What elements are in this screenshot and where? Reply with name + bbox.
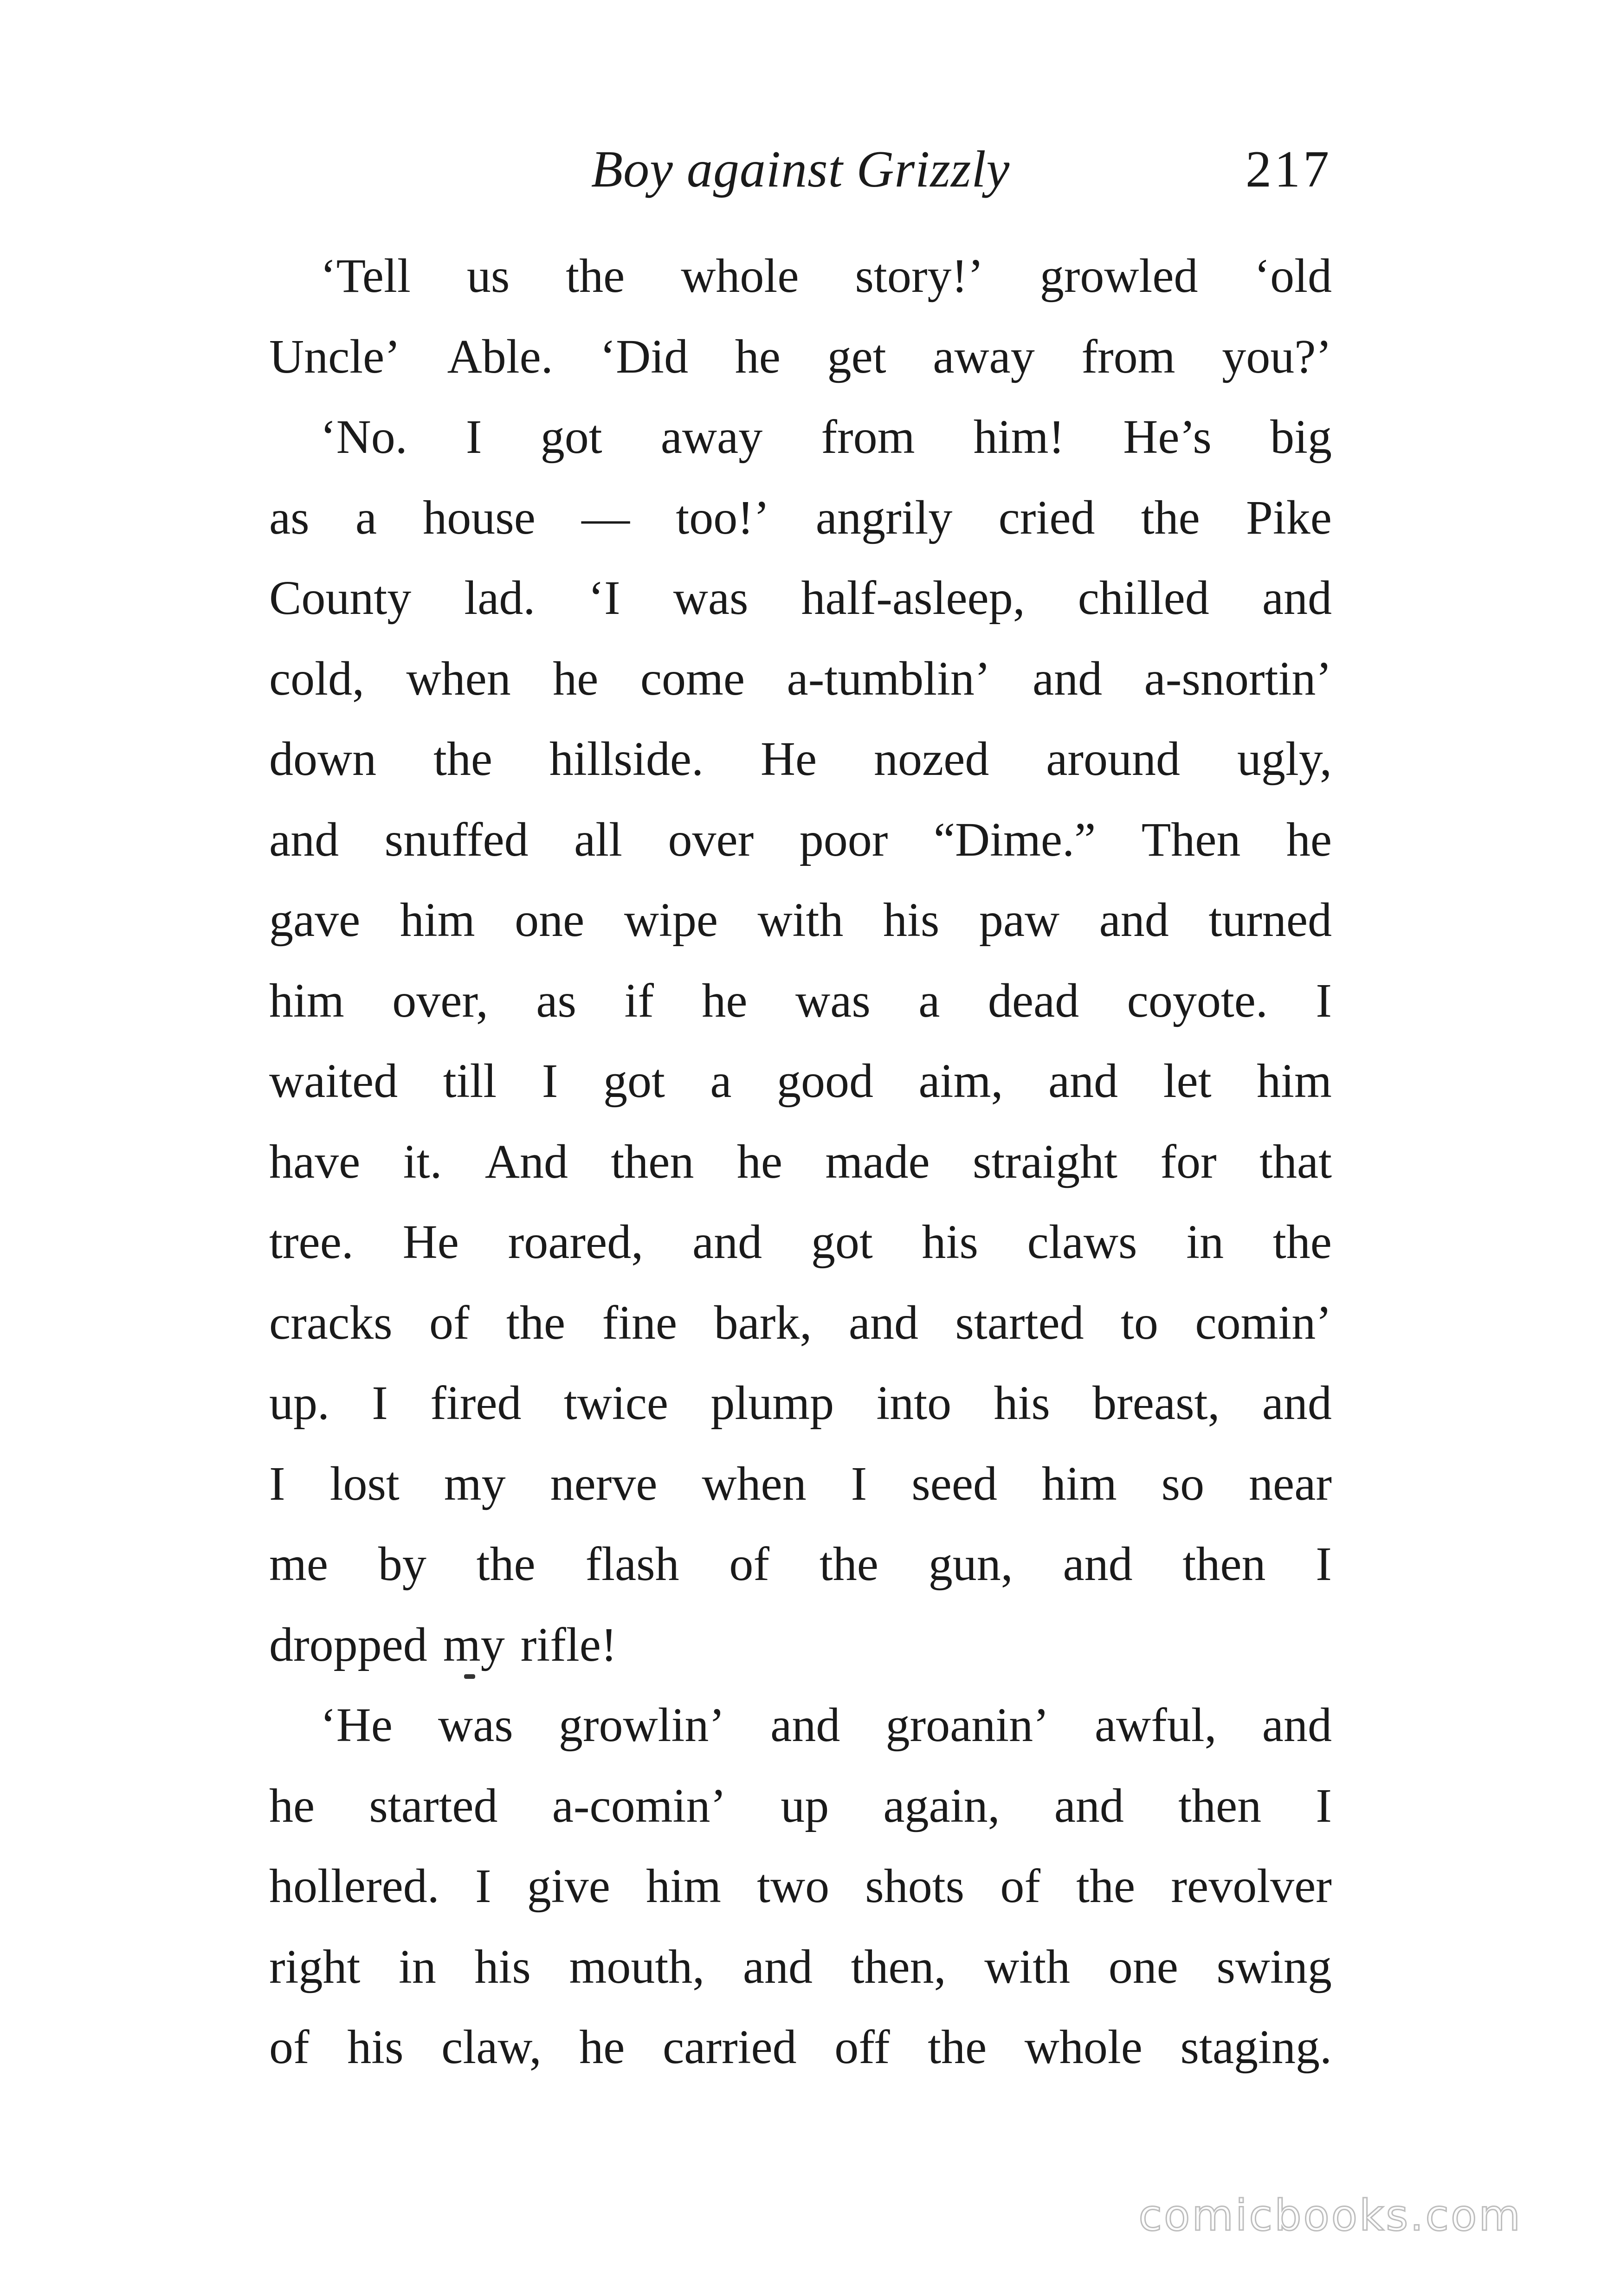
word: from	[1081, 329, 1175, 383]
word: Then	[1141, 813, 1241, 866]
text-line	[269, 397, 1332, 477]
word: growled	[1039, 249, 1198, 303]
word: fired	[430, 1376, 522, 1430]
word: my	[443, 1618, 505, 1671]
body-text	[269, 236, 1332, 2088]
word: a	[355, 490, 377, 544]
word: tree.	[269, 1215, 354, 1269]
text-line	[269, 1685, 1332, 1766]
word: by	[378, 1537, 426, 1591]
word: his	[474, 1940, 531, 1993]
word: the	[819, 1537, 878, 1591]
word: the	[506, 1296, 566, 1349]
word: and	[1262, 1376, 1332, 1430]
word: he	[735, 329, 781, 383]
word: us	[466, 249, 510, 303]
word: and	[269, 813, 339, 866]
word: bark,	[714, 1296, 812, 1349]
text-line	[269, 638, 1332, 719]
word: his	[347, 2020, 404, 2074]
word: my	[444, 1457, 506, 1510]
word: And	[484, 1135, 568, 1188]
word: if	[624, 974, 654, 1027]
word: good	[777, 1054, 874, 1108]
word: I	[1316, 974, 1332, 1027]
word: gave	[269, 893, 361, 947]
word: him	[400, 893, 475, 947]
word: He	[402, 1215, 459, 1269]
word: hillside.	[549, 732, 704, 786]
word: was	[795, 974, 871, 1027]
word: ‘I	[588, 571, 620, 625]
word: he	[579, 2020, 625, 2074]
word: then	[611, 1135, 694, 1188]
text-line	[269, 1444, 1332, 1524]
word: of	[1000, 1859, 1040, 1913]
word: “Dime.”	[933, 813, 1096, 866]
word: ‘He	[320, 1698, 393, 1752]
word: the	[928, 2020, 987, 2074]
word: got	[811, 1215, 873, 1269]
word: got	[540, 410, 602, 464]
word: and	[848, 1296, 918, 1349]
text-line	[269, 1202, 1332, 1283]
word: all	[574, 813, 623, 866]
word: mouth,	[569, 1940, 705, 1993]
word: with	[984, 1940, 1071, 1993]
text-line	[269, 1524, 1332, 1605]
word: claw,	[441, 2020, 542, 2074]
word: as	[536, 974, 576, 1027]
word: angrily	[815, 490, 953, 544]
word: roared,	[508, 1215, 644, 1269]
text-line	[269, 236, 1332, 316]
word: started	[955, 1296, 1084, 1349]
word: of	[729, 1537, 770, 1591]
word: the	[476, 1537, 536, 1591]
word: a	[710, 1054, 732, 1108]
word: claws	[1027, 1215, 1137, 1269]
word: He’s	[1123, 410, 1212, 464]
word: half-asleep,	[801, 571, 1025, 625]
word: till	[443, 1054, 497, 1108]
word: Uncle’	[269, 329, 400, 383]
word: it.	[403, 1135, 442, 1188]
text-line	[269, 1605, 1332, 1685]
word: and	[742, 1940, 813, 1993]
word: away	[660, 410, 763, 464]
word: too!’	[676, 490, 770, 544]
word: then,	[851, 1940, 946, 1993]
word: him	[646, 1859, 721, 1913]
word: and	[770, 1698, 840, 1752]
word: and	[1033, 651, 1103, 705]
word: comin’	[1195, 1296, 1332, 1349]
word: he	[702, 974, 748, 1027]
word: got	[603, 1054, 665, 1108]
word: I	[851, 1457, 867, 1510]
text-line	[269, 558, 1332, 638]
word: me	[269, 1537, 329, 1591]
word: gun,	[928, 1537, 1013, 1591]
word: that	[1259, 1135, 1332, 1188]
word: County	[269, 571, 412, 625]
word: whole	[1024, 2020, 1143, 2074]
word: Able.	[447, 329, 553, 383]
word: for	[1160, 1135, 1217, 1188]
word: he	[553, 651, 599, 705]
word: him!	[973, 410, 1065, 464]
word: and	[1262, 1698, 1332, 1752]
text-line	[269, 1283, 1332, 1363]
text-line	[269, 1041, 1332, 1122]
word: ‘No.	[320, 410, 407, 464]
word: in	[1186, 1215, 1224, 1269]
word: ugly,	[1237, 732, 1332, 786]
word: his	[922, 1215, 978, 1269]
word: paw	[979, 893, 1060, 947]
text-line	[269, 1363, 1332, 1444]
word: one	[1108, 1940, 1178, 1993]
word: plump	[710, 1376, 834, 1430]
watermark-logo: comicbooks.com	[1138, 2191, 1522, 2240]
word: and	[1048, 1054, 1118, 1108]
word: nozed	[874, 732, 989, 786]
word: with	[757, 893, 844, 947]
word: hollered.	[269, 1859, 439, 1913]
word: him	[1041, 1457, 1117, 1510]
word: as	[269, 490, 310, 544]
word: come	[640, 651, 745, 705]
word: I	[269, 1457, 285, 1510]
word: he	[1286, 813, 1332, 866]
word: let	[1163, 1054, 1212, 1108]
text-line	[269, 880, 1332, 961]
word: growlin’	[558, 1698, 725, 1752]
word: nerve	[550, 1457, 658, 1510]
word: and	[1063, 1537, 1133, 1591]
word: seed	[911, 1457, 997, 1510]
word: revolver	[1171, 1859, 1332, 1913]
word: I	[1316, 1779, 1332, 1832]
word: the	[1076, 1859, 1136, 1913]
word: was	[673, 571, 749, 625]
word: lost	[329, 1457, 400, 1510]
word: the	[566, 249, 625, 303]
word: ‘Tell	[320, 249, 411, 303]
text-line	[269, 800, 1332, 880]
text-line	[269, 961, 1332, 1041]
word: a-comin’	[552, 1779, 727, 1832]
text-line	[269, 1122, 1332, 1202]
word: rifle!	[520, 1618, 617, 1671]
text-line	[269, 2007, 1332, 2088]
word: you?’	[1222, 329, 1332, 383]
word: in	[399, 1940, 436, 1993]
word: wipe	[624, 893, 718, 947]
word: lad.	[464, 571, 536, 625]
word: right	[269, 1940, 361, 1993]
word: two	[757, 1859, 830, 1913]
word: one	[515, 893, 585, 947]
word: up.	[269, 1376, 329, 1430]
word: down	[269, 732, 377, 786]
word: the	[433, 732, 493, 786]
word: and	[692, 1215, 762, 1269]
text-line	[269, 719, 1332, 800]
word: straight	[973, 1135, 1117, 1188]
word: and	[1262, 571, 1332, 625]
word: dropped	[269, 1618, 427, 1671]
word: started	[369, 1779, 498, 1832]
text-line	[269, 477, 1332, 558]
word: again,	[883, 1779, 1000, 1832]
word: ‘Did	[600, 329, 689, 383]
word: swing	[1216, 1940, 1332, 1993]
word: chilled	[1078, 571, 1209, 625]
word: cracks	[269, 1296, 393, 1349]
word: flash	[585, 1537, 679, 1591]
word: made	[825, 1135, 930, 1188]
word: he	[736, 1135, 783, 1188]
word: give	[527, 1859, 610, 1913]
word: aim,	[918, 1054, 1003, 1108]
word: snuffed	[384, 813, 529, 866]
word: have	[269, 1135, 361, 1188]
word: awful,	[1094, 1698, 1217, 1752]
word: breast,	[1092, 1376, 1220, 1430]
word: then	[1182, 1537, 1266, 1591]
word: so	[1161, 1457, 1205, 1510]
word: of	[429, 1296, 470, 1349]
text-line	[269, 1766, 1332, 1846]
running-title: Boy against Grizzly	[591, 141, 1010, 198]
word: coyote.	[1127, 974, 1268, 1027]
word: his	[883, 893, 940, 947]
word: get	[827, 329, 886, 383]
word: when	[406, 651, 511, 705]
word: whole	[681, 249, 799, 303]
word: Pike	[1246, 490, 1332, 544]
word: of	[269, 2020, 310, 2074]
word: over	[668, 813, 754, 866]
word: house	[423, 490, 536, 544]
word: him	[1257, 1054, 1332, 1108]
word: I	[475, 1859, 491, 1913]
word: near	[1249, 1457, 1332, 1510]
printers-mark	[464, 1674, 475, 1679]
word: —	[581, 490, 630, 544]
word: groanin’	[885, 1698, 1049, 1752]
word: the	[1272, 1215, 1332, 1269]
word: then	[1178, 1779, 1262, 1832]
word: I	[372, 1376, 388, 1430]
word: staging.	[1180, 2020, 1332, 2074]
word: shots	[865, 1859, 965, 1913]
word: he	[269, 1779, 315, 1832]
word: I	[465, 410, 482, 464]
word: and	[1054, 1779, 1124, 1832]
text-line	[269, 1927, 1332, 2007]
word: poor	[799, 813, 888, 866]
word: story!’	[855, 249, 984, 303]
word: over,	[392, 974, 488, 1027]
word: waited	[269, 1054, 398, 1108]
word: away	[933, 329, 1035, 383]
word: into	[876, 1376, 952, 1430]
word: fine	[602, 1296, 678, 1349]
word: I	[542, 1054, 558, 1108]
word: big	[1270, 410, 1332, 464]
word: dead	[988, 974, 1079, 1027]
word: I	[1316, 1537, 1332, 1591]
word: up	[781, 1779, 829, 1832]
word: and	[1099, 893, 1169, 947]
word: the	[1141, 490, 1200, 544]
word: around	[1046, 732, 1180, 786]
word: his	[994, 1376, 1050, 1430]
word: him	[269, 974, 344, 1027]
word: He	[760, 732, 817, 786]
word: carried	[663, 2020, 797, 2074]
word: off	[834, 2020, 890, 2074]
word: ‘old	[1254, 249, 1332, 303]
word: was	[438, 1698, 513, 1752]
text-line	[269, 316, 1332, 397]
word: twice	[563, 1376, 669, 1430]
page-number: 217	[1246, 141, 1332, 198]
word: cold,	[269, 651, 365, 705]
word: a-tumblin’	[787, 651, 991, 705]
word: from	[821, 410, 915, 464]
word: when	[702, 1457, 807, 1510]
word: a	[918, 974, 940, 1027]
word: cried	[998, 490, 1095, 544]
word: to	[1121, 1296, 1158, 1349]
text-line	[269, 1846, 1332, 1927]
word: a-snortin’	[1144, 651, 1332, 705]
word: turned	[1208, 893, 1332, 947]
running-head	[269, 135, 1332, 204]
